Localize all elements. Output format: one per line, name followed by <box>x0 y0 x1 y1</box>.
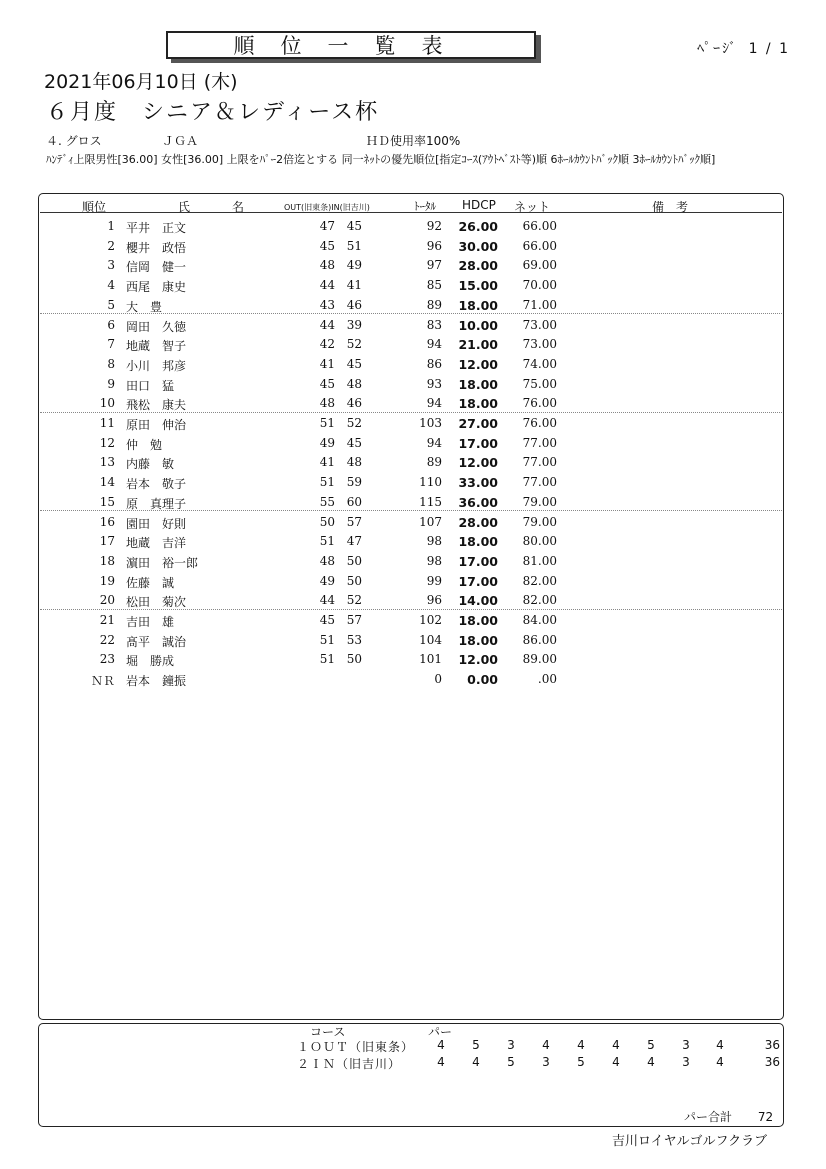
hole-par: 4 <box>612 1055 620 1069</box>
cell-total: 99 <box>426 573 442 588</box>
cell-name: 原 真理子 <box>126 496 187 511</box>
cell-hdcp: 18.00 <box>458 534 498 550</box>
cell-total: 93 <box>426 376 442 391</box>
cell-in: 47 <box>346 534 362 549</box>
cell-hdcp: 10.00 <box>458 317 498 333</box>
table-row <box>40 433 782 453</box>
cell-rank: 12 <box>99 435 115 450</box>
cell-hdcp: 17.00 <box>458 553 498 569</box>
cell-total: 89 <box>426 297 442 312</box>
cell-name: 原田 伸治 <box>126 418 187 432</box>
cell-in: 50 <box>346 652 362 667</box>
hole-par: 4 <box>647 1055 655 1069</box>
hole-par: 3 <box>682 1055 690 1069</box>
cell-out: 44 <box>319 593 335 608</box>
cell-name: 園田 好則 <box>126 516 187 531</box>
cell-name: 信岡 健一 <box>126 260 187 275</box>
cell-net: 82.00 <box>522 573 557 588</box>
cell-total: 98 <box>426 553 442 568</box>
event-date: 2021年06月10日 (木) <box>44 71 238 93</box>
cell-name: 地蔵 智子 <box>126 339 187 354</box>
table-row <box>40 216 782 236</box>
table-row <box>40 236 782 256</box>
cell-in: 57 <box>346 613 362 627</box>
header-name-2: 名 <box>232 200 245 214</box>
cell-hdcp: 33.00 <box>458 475 498 491</box>
cell-name: 地蔵 吉洋 <box>126 536 187 551</box>
cell-hdcp: 15.00 <box>458 278 498 294</box>
cell-out: 43 <box>319 297 335 312</box>
cell-hdcp: 17.00 <box>458 435 498 451</box>
cell-out: 48 <box>319 258 335 273</box>
cell-hdcp: 27.00 <box>458 416 498 431</box>
page-number <box>693 38 790 58</box>
cell-net: 69.00 <box>522 258 557 273</box>
header-remarks: 備 考 <box>652 200 689 214</box>
cell-total: 86 <box>426 356 442 371</box>
table-row <box>40 669 782 689</box>
table-row <box>40 610 782 630</box>
cell-in: 46 <box>346 297 362 312</box>
cell-out: 45 <box>319 613 335 627</box>
cell-name: 佐藤 誠 <box>126 575 175 590</box>
cell-rank: 14 <box>99 475 115 490</box>
hdcp-type-label: ＪＧＡ <box>162 134 199 148</box>
cell-in: 49 <box>346 258 362 273</box>
cell-total: 92 <box>426 219 442 233</box>
cell-total: 94 <box>426 337 442 352</box>
cell-net: 80.00 <box>522 534 557 549</box>
header-divider <box>40 212 782 213</box>
cell-rank: 9 <box>107 376 115 391</box>
hole-par: 4 <box>542 1038 550 1052</box>
cell-total: 96 <box>426 593 442 608</box>
cell-rank: 5 <box>107 297 115 312</box>
cell-rank: 7 <box>107 337 115 352</box>
cell-in: 57 <box>346 514 362 529</box>
cell-in: 41 <box>346 278 362 293</box>
cell-net: 76.00 <box>522 396 557 411</box>
cell-out: 55 <box>319 494 335 509</box>
cell-total: 94 <box>426 396 442 411</box>
hole-par: 3 <box>542 1055 550 1069</box>
cell-hdcp: 12.00 <box>458 652 498 668</box>
event-name: ６月度 シニア＆レディース杯 <box>46 100 380 125</box>
cell-rank: 19 <box>99 573 115 588</box>
cell-net: 70.00 <box>522 278 557 293</box>
cell-in: 53 <box>346 632 362 647</box>
cell-out: 49 <box>319 573 335 588</box>
cell-in: 48 <box>346 455 362 470</box>
cell-net: 71.00 <box>522 297 557 312</box>
club-name: 吉川ロイヤルゴルフクラブ <box>612 1134 768 1149</box>
cell-total: 103 <box>419 416 442 430</box>
course-name: １ＯＵＴ（旧東条） <box>297 1040 415 1054</box>
cell-rank: 13 <box>99 455 115 470</box>
cell-rank: 16 <box>99 514 115 529</box>
cell-out: 45 <box>319 238 335 253</box>
cell-rank: 8 <box>107 356 115 371</box>
cell-in: 50 <box>346 573 362 588</box>
cell-net: 73.00 <box>522 317 557 332</box>
cell-out: 47 <box>319 219 335 233</box>
hole-par: 4 <box>612 1038 620 1052</box>
cell-net: 86.00 <box>522 632 557 647</box>
page-value: 1 / 1 <box>748 41 790 57</box>
cell-name: 西尾 康史 <box>126 280 187 295</box>
cell-name: 濵田 裕一郎 <box>126 555 199 570</box>
cell-in: 39 <box>346 317 362 332</box>
cell-out: 44 <box>319 278 335 293</box>
cell-out: 51 <box>319 652 335 667</box>
cell-total: 110 <box>419 475 442 490</box>
hd-rate-label: ＨＤ使用率100% <box>366 134 461 148</box>
cell-rank: 15 <box>99 494 115 509</box>
course-row <box>0 1038 826 1054</box>
table-row <box>40 571 782 591</box>
course-par-total: 36 <box>764 1055 780 1069</box>
cell-hdcp: 12.00 <box>458 356 498 372</box>
cell-total: 107 <box>419 514 442 529</box>
cell-total: 83 <box>426 317 442 332</box>
cell-net: 79.00 <box>522 494 557 509</box>
hole-par: 5 <box>647 1038 655 1052</box>
cell-name: 岡田 久徳 <box>126 319 187 334</box>
cell-hdcp: 28.00 <box>458 514 498 530</box>
cell-rank: 4 <box>107 278 115 293</box>
par-total <box>684 1108 773 1125</box>
par-total-label: パー合計 <box>684 1110 733 1124</box>
cell-net: 76.00 <box>522 416 557 430</box>
cell-name: 小川 邦彦 <box>126 358 187 373</box>
cell-total: 97 <box>426 258 442 273</box>
cell-hdcp: 18.00 <box>458 297 498 313</box>
cell-total: 0 <box>434 672 442 687</box>
cell-out: 41 <box>319 455 335 470</box>
cell-rank: 10 <box>99 396 115 411</box>
cell-in: 60 <box>346 494 362 509</box>
table-row <box>40 531 782 551</box>
cell-out: 42 <box>319 337 335 352</box>
cell-out: 45 <box>319 376 335 391</box>
par-total-value: 72 <box>757 1110 774 1124</box>
cell-name: 大 豊 <box>126 299 163 314</box>
cell-hdcp: 17.00 <box>458 573 498 589</box>
format-label: ４. グロス <box>46 134 102 148</box>
cell-out: 48 <box>319 553 335 568</box>
table-row <box>40 551 782 571</box>
cell-rank: ＮＲ <box>90 674 115 689</box>
cell-in: 51 <box>346 238 362 253</box>
page-title: 順位一覧表 <box>166 31 536 59</box>
cell-total: 98 <box>426 534 442 549</box>
cell-net: 73.00 <box>522 337 557 352</box>
header-total: ﾄｰﾀﾙ <box>414 200 436 213</box>
cell-rank: 2 <box>107 238 115 253</box>
course-header: コース <box>310 1025 346 1039</box>
cell-net: 84.00 <box>522 613 557 627</box>
table-row <box>40 452 782 472</box>
cell-total: 96 <box>426 238 442 253</box>
cell-in: 45 <box>346 356 362 371</box>
hole-par: 3 <box>682 1038 690 1052</box>
cell-total: 101 <box>419 652 442 667</box>
table-row <box>40 393 782 413</box>
hole-par: 5 <box>472 1038 480 1052</box>
cell-rank: 23 <box>99 652 115 667</box>
course-par-total: 36 <box>764 1038 780 1052</box>
handicap-rules: ﾊﾝﾃﾞｨ上限男性[36.00] 女性[36.00] 上限をﾊﾟｰ2倍迄とする 同一ﾈｯﾄの優先順位[指定ｺｰｽ(ｱｳﾄﾍﾞｽﾄ等)順 6ﾎｰﾙｶｳﾝﾄﾊﾞｯｸ順 3ﾎｰﾙｶｳﾝﾄﾊﾞｯｸ順] <box>46 153 716 166</box>
table-row <box>40 649 782 669</box>
table-row <box>40 315 782 335</box>
cell-hdcp: 12.00 <box>458 455 498 471</box>
cell-name: 内藤 敏 <box>126 457 175 472</box>
cell-name: 髙平 誠治 <box>126 634 187 649</box>
cell-in: 48 <box>346 376 362 391</box>
cell-net: 74.00 <box>522 356 557 371</box>
cell-name: 田口 猛 <box>126 378 175 393</box>
cell-in: 52 <box>346 416 362 430</box>
cell-total: 89 <box>426 455 442 470</box>
cell-total: 104 <box>419 632 442 647</box>
par-header: パー <box>428 1025 453 1039</box>
hole-par: 4 <box>437 1038 445 1052</box>
table-row <box>40 630 782 650</box>
header-rank: 順位 <box>82 200 107 214</box>
cell-name: 櫻井 政悟 <box>126 240 187 255</box>
hole-par: 5 <box>577 1055 585 1069</box>
table-row <box>40 512 782 532</box>
table-row <box>40 413 782 433</box>
cell-rank: 21 <box>99 613 115 627</box>
cell-hdcp: 18.00 <box>458 396 498 412</box>
cell-out: 44 <box>319 317 335 332</box>
cell-total: 94 <box>426 435 442 450</box>
hole-par: 4 <box>716 1055 724 1069</box>
cell-in: 45 <box>346 219 362 233</box>
cell-hdcp: 18.00 <box>458 632 498 648</box>
cell-out: 48 <box>319 396 335 411</box>
cell-net: 77.00 <box>522 435 557 450</box>
cell-out: 51 <box>319 534 335 549</box>
hole-par: 4 <box>716 1038 724 1052</box>
cell-hdcp: 21.00 <box>458 337 498 353</box>
cell-hdcp: 18.00 <box>458 376 498 392</box>
cell-out: 50 <box>319 514 335 529</box>
page-label: ﾍﾟｰｼﾞ <box>697 41 739 57</box>
cell-rank: 11 <box>99 416 115 430</box>
cell-net: 79.00 <box>522 514 557 529</box>
course-row <box>0 1055 826 1071</box>
cell-name: 松田 菊次 <box>126 595 187 610</box>
cell-net: 82.00 <box>522 593 557 608</box>
cell-in: 52 <box>346 593 362 608</box>
cell-net: 77.00 <box>522 475 557 490</box>
table-row <box>40 492 782 512</box>
table-row <box>40 472 782 492</box>
cell-hdcp: 28.00 <box>458 258 498 274</box>
cell-in: 59 <box>346 475 362 490</box>
cell-total: 115 <box>419 494 442 509</box>
cell-hdcp: 0.00 <box>467 672 498 688</box>
cell-total: 85 <box>426 278 442 293</box>
cell-hdcp: 26.00 <box>458 219 498 234</box>
table-row <box>40 334 782 354</box>
header-hdcp: HDCP <box>462 198 496 212</box>
cell-out: 49 <box>319 435 335 450</box>
cell-name: 岩本 鐘振 <box>126 674 187 689</box>
header-name-1: 氏 <box>178 200 191 214</box>
cell-net: 81.00 <box>522 553 557 568</box>
scoring-meta <box>46 132 460 149</box>
cell-out: 51 <box>319 416 335 430</box>
cell-rank: 1 <box>107 219 115 233</box>
cell-hdcp: 30.00 <box>458 238 498 254</box>
table-row <box>40 255 782 275</box>
cell-in: 45 <box>346 435 362 450</box>
hole-par: 5 <box>507 1055 515 1069</box>
cell-rank: 17 <box>99 534 115 549</box>
hole-par: 4 <box>437 1055 445 1069</box>
cell-rank: 22 <box>99 632 115 647</box>
course-name: ２ＩＮ（旧吉川） <box>297 1057 402 1071</box>
cell-net: 89.00 <box>522 652 557 667</box>
cell-rank: 6 <box>107 317 115 332</box>
cell-hdcp: 36.00 <box>458 494 498 510</box>
cell-out: 51 <box>319 632 335 647</box>
cell-net: 77.00 <box>522 455 557 470</box>
cell-name: 岩本 敬子 <box>126 477 187 492</box>
header-net: ネット <box>514 200 551 214</box>
cell-net: 66.00 <box>522 238 557 253</box>
cell-in: 46 <box>346 396 362 411</box>
cell-rank: 18 <box>99 553 115 568</box>
table-row <box>40 354 782 374</box>
cell-net: .00 <box>537 672 557 687</box>
cell-hdcp: 14.00 <box>458 593 498 609</box>
cell-name: 平井 正文 <box>126 221 187 235</box>
cell-out: 41 <box>319 356 335 371</box>
cell-rank: 20 <box>99 593 115 608</box>
header-out-in: OUT(旧東条)IN(旧吉川) <box>284 203 370 212</box>
table-row <box>40 275 782 295</box>
cell-rank: 3 <box>107 258 115 273</box>
cell-total: 102 <box>419 613 442 627</box>
hole-par: 3 <box>507 1038 515 1052</box>
cell-hdcp: 18.00 <box>458 613 498 628</box>
cell-name: 仲 勉 <box>126 437 163 452</box>
cell-in: 52 <box>346 337 362 352</box>
cell-name: 吉田 雄 <box>126 615 175 629</box>
table-row <box>40 295 782 315</box>
cell-net: 66.00 <box>522 219 557 233</box>
cell-net: 75.00 <box>522 376 557 391</box>
cell-in: 50 <box>346 553 362 568</box>
cell-name: 飛松 康夫 <box>126 398 187 413</box>
table-row <box>40 374 782 394</box>
hole-par: 4 <box>577 1038 585 1052</box>
cell-name: 堀 勝成 <box>126 654 175 669</box>
cell-out: 51 <box>319 475 335 490</box>
table-row <box>40 590 782 610</box>
hole-par: 4 <box>472 1055 480 1069</box>
